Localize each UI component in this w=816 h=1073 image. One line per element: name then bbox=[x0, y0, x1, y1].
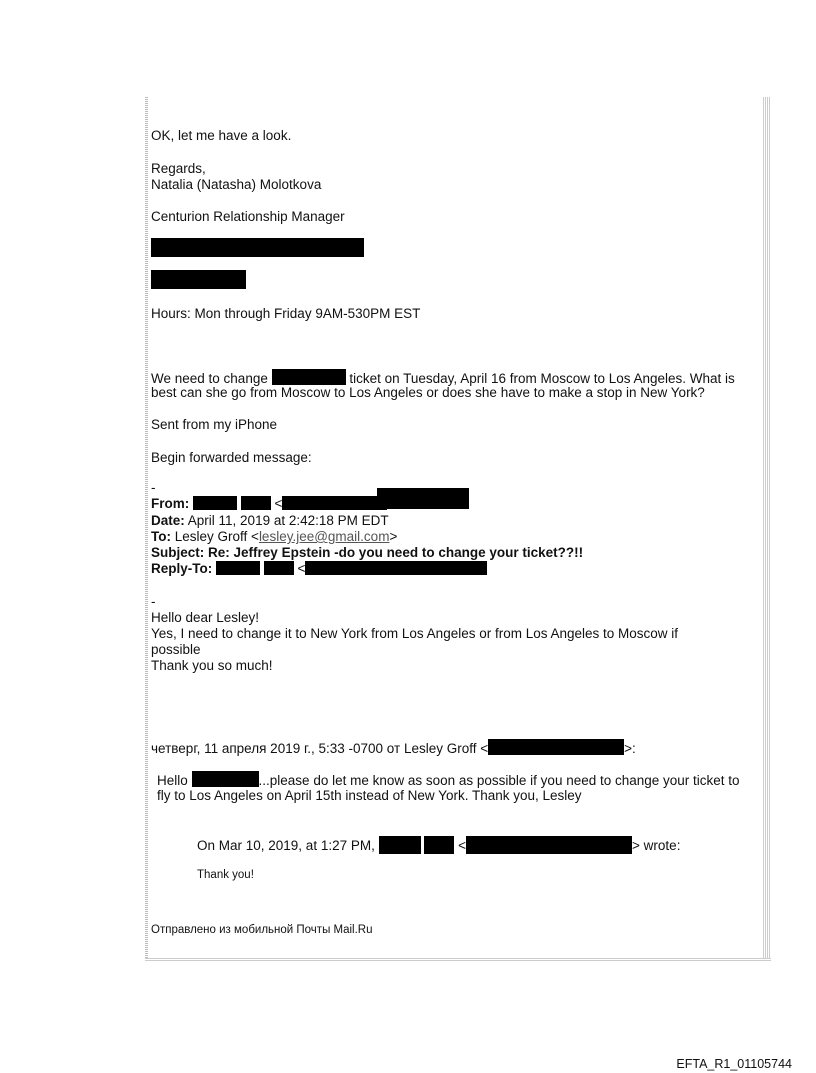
signature-hours: Hours: Mon through Friday 9AM-530PM EST bbox=[151, 306, 421, 321]
on-wrote-post: > wrote: bbox=[632, 838, 681, 853]
email-frame-right-border bbox=[763, 97, 771, 962]
quoted-line-1-post: ...please do let me know as soon as possible if you need to change your ticket to bbox=[258, 773, 740, 788]
email-frame-bottom-border bbox=[145, 958, 771, 962]
reply-line: OK, let me have a look. bbox=[151, 128, 292, 143]
redaction-inline bbox=[424, 836, 454, 854]
from-label: From: bbox=[151, 496, 190, 511]
header-reply-to bbox=[151, 561, 487, 576]
redaction-inline bbox=[241, 496, 271, 510]
on-wrote-pre: On Mar 10, 2019, at 1:27 PM, bbox=[197, 838, 375, 853]
thank-you-line: Thank you! bbox=[197, 869, 254, 881]
redaction-block bbox=[377, 488, 469, 509]
reply-dash: - bbox=[151, 594, 156, 609]
quoted-line-2: fly to Los Angeles on April 15th instead of New York. Thank you, Lesley bbox=[157, 788, 582, 803]
redaction-inline bbox=[192, 771, 259, 787]
redaction-inline bbox=[264, 561, 294, 575]
reply-line-2: Yes, I need to change it to New York from Los Angeles or from Los Angeles to Moscow if bbox=[151, 626, 679, 641]
reply-line-4: Thank you so much! bbox=[151, 658, 273, 673]
email-frame-left-border bbox=[145, 97, 148, 962]
date-label: Date: bbox=[151, 513, 185, 528]
header-dash: - bbox=[151, 480, 156, 495]
signature-title: Centurion Relationship Manager bbox=[151, 209, 345, 224]
reply-line-1: Hello dear Lesley! bbox=[151, 610, 260, 625]
reply-to-lt: < bbox=[297, 561, 306, 576]
subject-label: Subject: bbox=[151, 545, 205, 560]
quoted-line-1 bbox=[157, 771, 740, 788]
header-date bbox=[151, 513, 389, 528]
to-email-link[interactable]: lesley.jee@gmail.com bbox=[258, 529, 390, 544]
signature-regards: Regards, bbox=[151, 161, 206, 176]
mailru-footer-line: Отправлено из мобильной Почты Mail.Ru bbox=[151, 924, 373, 936]
signature-name: Natalia (Natasha) Molotkova bbox=[151, 177, 322, 192]
redaction-inline bbox=[466, 836, 632, 854]
forwarded-label: Begin forwarded message: bbox=[151, 450, 312, 465]
on-wrote-lt: < bbox=[458, 838, 467, 853]
on-wrote-line bbox=[197, 836, 680, 854]
message-line-2: best can she go from Moscow to Los Angeles or does she have to make a stop in New York? bbox=[151, 385, 705, 400]
redaction-block bbox=[151, 270, 246, 289]
quoted-header-pre: четверг, 11 апреля 2019 г., 5:33 -0700 от Lesley Groff < bbox=[151, 741, 489, 756]
header-to bbox=[151, 529, 397, 544]
redaction-inline bbox=[488, 739, 624, 755]
message-line-1-post: ticket on Tuesday, April 16 from Moscow to Los Angeles. What is bbox=[349, 371, 735, 386]
redaction-inline bbox=[305, 561, 487, 575]
subject-value: Re: Jeffrey Epstein -do you need to change your ticket??!! bbox=[208, 545, 584, 560]
message-line-1 bbox=[151, 369, 735, 386]
redaction-inline bbox=[282, 496, 387, 510]
redaction-block bbox=[151, 238, 364, 257]
date-value: April 11, 2019 at 2:42:18 PM EDT bbox=[187, 513, 389, 528]
quoted-header bbox=[151, 739, 636, 756]
reply-to-label: Reply-To: bbox=[151, 561, 213, 576]
quoted-hello: Hello bbox=[157, 773, 188, 788]
message-line-1-pre: We need to change bbox=[151, 371, 268, 386]
to-label: To: bbox=[151, 529, 171, 544]
redaction-inline bbox=[272, 369, 346, 385]
to-close: > bbox=[389, 529, 398, 544]
header-from bbox=[151, 496, 387, 511]
reply-line-3: possible bbox=[151, 642, 201, 657]
sent-from: Sent from my iPhone bbox=[151, 417, 278, 432]
from-lt: < bbox=[274, 496, 283, 511]
redaction-inline bbox=[379, 836, 421, 854]
redaction-inline bbox=[216, 561, 260, 575]
header-subject bbox=[151, 545, 583, 560]
document-id: EFTA_R1_01105744 bbox=[676, 1057, 792, 1071]
redaction-inline bbox=[193, 496, 237, 510]
quoted-header-post: >: bbox=[624, 741, 636, 756]
to-value: Lesley Groff < bbox=[174, 529, 259, 544]
